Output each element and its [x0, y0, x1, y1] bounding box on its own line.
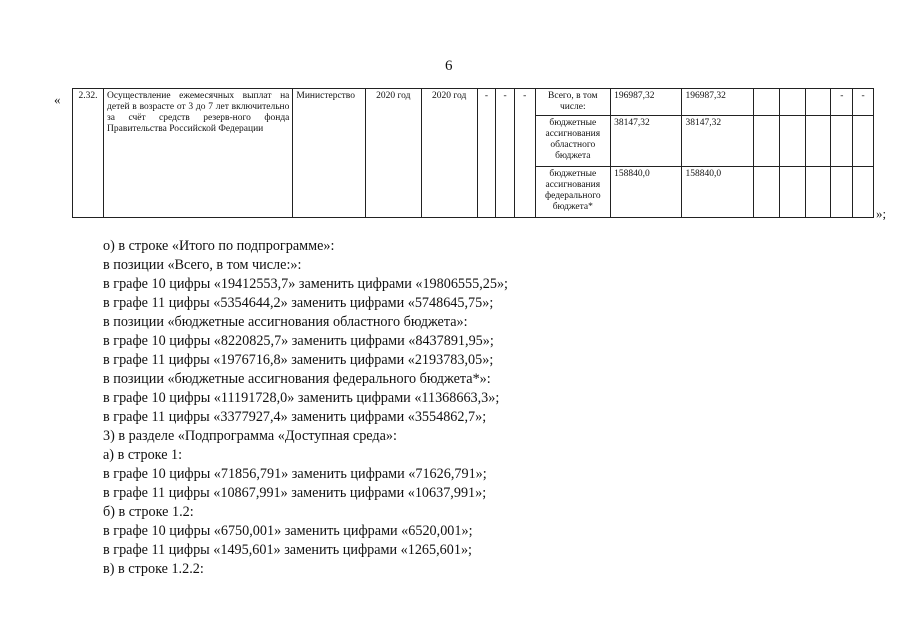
col10-value-cell: 196987,32 — [611, 89, 682, 116]
empty-cell — [805, 116, 831, 167]
col10-value-cell: 38147,32 — [611, 116, 682, 167]
empty-cell — [753, 116, 779, 167]
empty-cell — [853, 116, 874, 167]
empty-cell — [805, 167, 831, 218]
text-line: в позиции «бюджетные ассигнования областного бюджета»: — [103, 314, 468, 330]
page-number: 6 — [445, 58, 453, 74]
row-description-cell: Осуществление ежемесячных выплат на детей в возрасте от 3 до 7 лет включительно за счёт средств резерв-ного фонда Правительства Российской Федерации — [104, 89, 293, 218]
empty-cell — [831, 167, 853, 218]
text-line: в графе 11 цифры «1495,601» заменить цифрами «1265,601»; — [103, 542, 472, 558]
text-line: в позиции «бюджетные ассигнования федерального бюджета*»: — [103, 371, 491, 387]
empty-cell — [805, 89, 831, 116]
row-end-year-cell: 2020 год — [421, 89, 477, 218]
funding-source-cell: Всего, в том числе: — [535, 89, 611, 116]
empty-cell — [831, 116, 853, 167]
empty-cell — [779, 116, 805, 167]
funding-source-cell: бюджетные ассигнования федерального бюджета* — [535, 167, 611, 218]
row-code-cell: 2.32. — [73, 89, 104, 218]
text-line: в графе 11 цифры «10867,991» заменить цифрами «10637,991»; — [103, 485, 487, 501]
dash-cell: - — [496, 89, 515, 218]
text-line: в графе 10 цифры «8220825,7» заменить цифрами «8437891,95»; — [103, 333, 494, 349]
program-table — [72, 88, 874, 218]
dash-cell: - — [853, 89, 874, 116]
text-line: о) в строке «Итого по подпрограмме»: — [103, 238, 335, 254]
text-line: в позиции «Всего, в том числе:»: — [103, 257, 302, 273]
text-line: 3) в разделе «Подпрограмма «Доступная среда»: — [103, 428, 397, 444]
col11-value-cell: 196987,32 — [682, 89, 753, 116]
col10-value-cell: 158840,0 — [611, 167, 682, 218]
col11-value-cell: 38147,32 — [682, 116, 753, 167]
empty-cell — [753, 167, 779, 218]
text-line: в графе 10 цифры «6750,001» заменить цифрами «6520,001»; — [103, 523, 473, 539]
table-row — [73, 89, 874, 116]
empty-cell — [779, 167, 805, 218]
text-line: а) в строке 1: — [103, 447, 183, 463]
text-line: в графе 10 цифры «19412553,7» заменить цифрами «19806555,25»; — [103, 276, 508, 292]
closing-quote: »; — [876, 206, 887, 221]
text-line: в графе 11 цифры «3377927,4» заменить цифрами «3554862,7»; — [103, 409, 487, 425]
dash-cell: - — [831, 89, 853, 116]
text-line: в графе 11 цифры «1976716,8» заменить цифрами «2193783,05»; — [103, 352, 494, 368]
text-line: в графе 10 цифры «11191728,0» заменить цифрами «11368663,3»; — [103, 390, 500, 406]
dash-cell: - — [514, 89, 535, 218]
empty-cell — [779, 89, 805, 116]
text-line: б) в строке 1.2: — [103, 504, 194, 520]
funding-source-cell: бюджетные ассигнования областного бюджета — [535, 116, 611, 167]
text-line: в графе 10 цифры «71856,791» заменить цифрами «71626,791»; — [103, 466, 487, 482]
opening-quote: « — [54, 92, 61, 107]
empty-cell — [753, 89, 779, 116]
col11-value-cell: 158840,0 — [682, 167, 753, 218]
row-executor-cell: Министерство — [293, 89, 365, 218]
dash-cell: - — [477, 89, 496, 218]
text-line: в) в строке 1.2.2: — [103, 561, 204, 577]
text-line: в графе 11 цифры «5354644,2» заменить цифрами «5748645,75»; — [103, 295, 494, 311]
row-start-year-cell: 2020 год — [365, 89, 421, 218]
empty-cell — [853, 167, 874, 218]
amendment-text — [103, 237, 508, 579]
